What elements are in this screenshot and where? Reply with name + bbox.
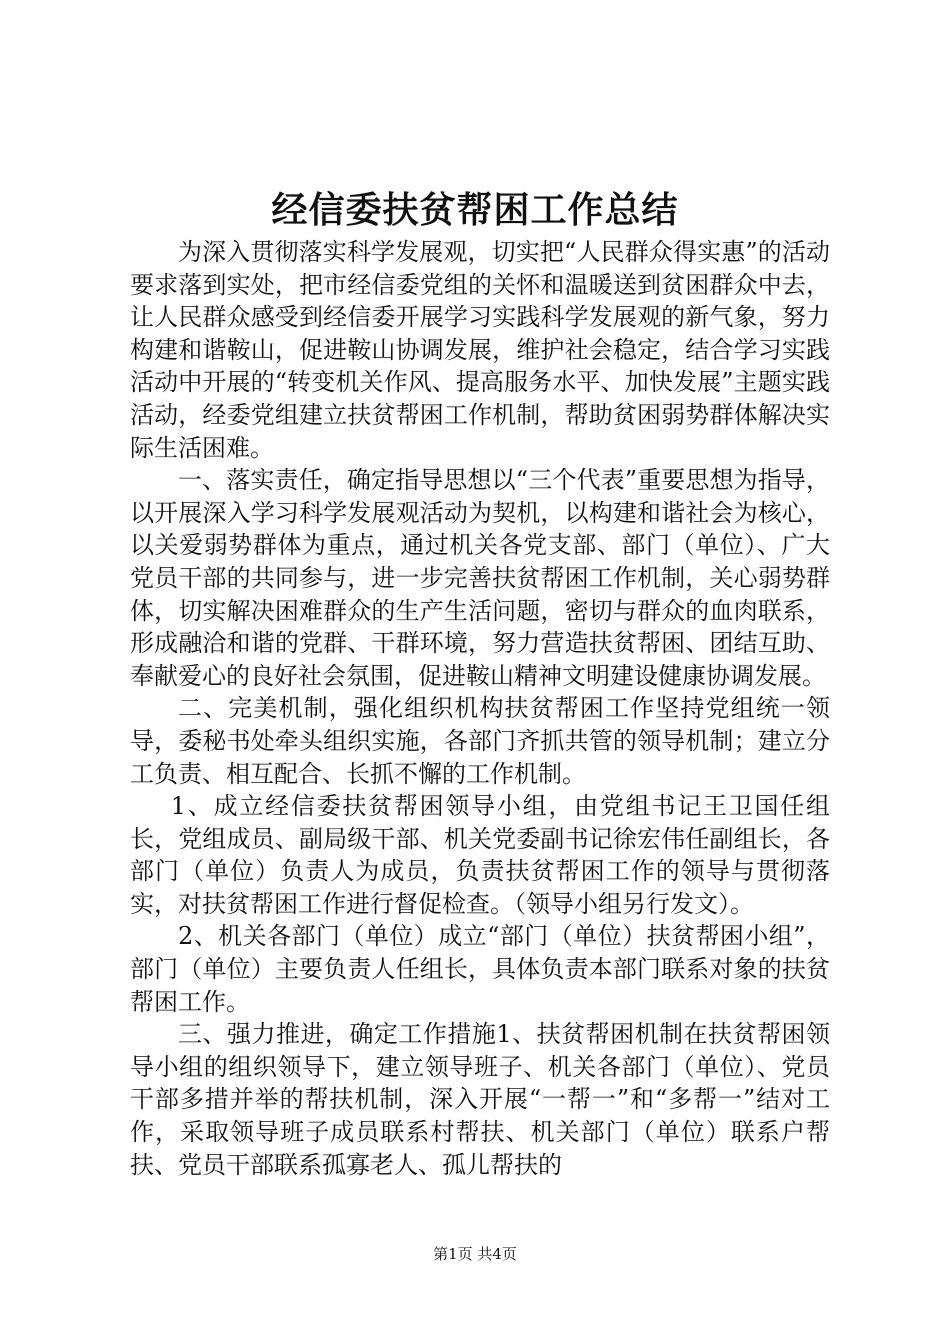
document-body: [130, 236, 830, 1181]
page-number-footer: 第1页 共4页: [433, 1245, 517, 1263]
intro-paragraph: 为深入贯彻落实科学发展观，切实把“人民群众得实惠”的活动要求落到实处，把市经信委党组的关怀和温暖送到贫困群众中去，让人民群众感受到经信委开展学习实践科学发展观的新气象，努力构建和谐鞍山，促进鞍山协调发展，维护社会稳定，结合学习实践活动中开展的“转变机关作风、提高服务水平、加快发展”主题实践活动，经委党组建立扶贫帮困工作机制，帮助贫困弱势群体解决实际生活困难。: [130, 238, 830, 462]
section-one-paragraph: 一、落实责任，确定指导思想以“三个代表”重要思想为指导，以开展深入学习科学发展观活动为契机，以构建和谐社会为核心，以关爱弱势群体为重点，通过机关各党支部、部门（单位）、广大党员干部的共同参与，进一步完善扶贫帮困工作机制，关心弱势群体，切实解决困难群众的生产生活问题，密切与群众的血肉联系，形成融洽和谐的党群、干群环境，努力营造扶贫帮困、团结互助、奉献爱心的良好社会氛围，促进鞍山精神文明建设健康协调发展。: [130, 466, 830, 690]
item-two-paragraph: 2、机关各部门（单位）成立“部门（单位）扶贫帮困小组”，部门（单位）主要负责人任组长，具体负责本部门联系对象的扶贫帮困工作。: [130, 922, 830, 1016]
section-three-paragraph: 三、强力推进，确定工作措施1、扶贫帮困机制在扶贫帮困领导小组的组织领导下，建立领导班子、机关各部门（单位）、党员干部多措并举的帮扶机制，深入开展“一帮一”和“多帮一”结对工作，采取领导班子成员联系村帮扶、机关部门（单位）联系户帮扶、党员干部联系孤寡老人、孤儿帮扶的: [130, 1020, 830, 1179]
section-two-paragraph: 二、完美机制，强化组织机构扶贫帮困工作坚持党组统一领导，委秘书处牵头组织实施，各部门齐抓共管的领导机制；建立分工负责、相互配合、长抓不懈的工作机制。: [130, 694, 830, 788]
item-one-paragraph: 1、成立经信委扶贫帮困领导小组，由党组书记王卫国任组长，党组成员、副局级干部、机关党委副书记徐宏伟任副组长，各部门（单位）负责人为成员，负责扶贫帮困工作的领导与贯彻落实，对扶贫帮困工作进行督促检查。（领导小组另行发文）。: [130, 792, 830, 918]
document-title: 经信委扶贫帮困工作总结: [271, 189, 679, 231]
